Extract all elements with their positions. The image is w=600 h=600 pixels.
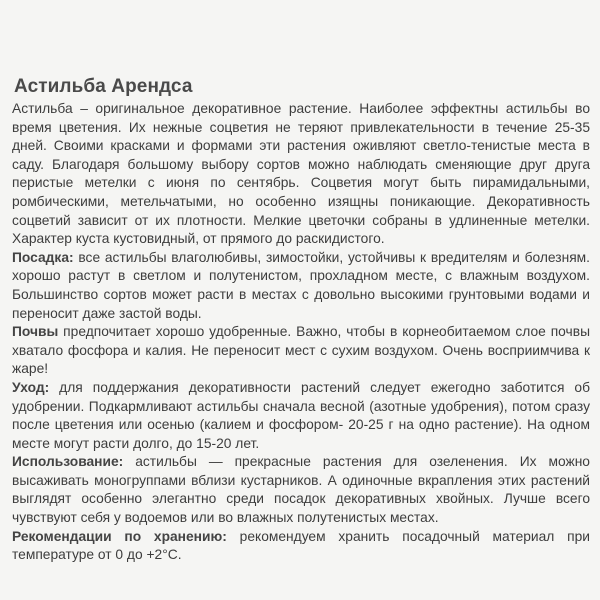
section-text: астильбы — прекрасные растения для озеленения. Их можно высаживать моногруппами вблизи кустарников. А одиночные вкрапления этих растений выглядят особенно элегантно среди посадок декоративных хвойных. Лучше всего чувствуют себя у водоемов или во влажных полутенистых местах.: [12, 454, 590, 526]
section-text: все астильбы влаголюбивы, зимостойки, устойчивы к вредителям и болезням. хорошо растут в светлом и полутенистом, прохладном месте, с влажным воздухом. Большинство сортов может расти в местах с довольно высокими грунтовыми водами и переносит даже застой воды.: [12, 249, 590, 321]
section-usage: [12, 453, 590, 527]
section-planting: [12, 249, 590, 323]
document-title: Астильба Арендса: [14, 76, 193, 97]
document-content: [12, 76, 590, 565]
section-label: Почвы: [12, 324, 59, 340]
intro-paragraph: Астильба – оригинальное декоративное растение. Наиболее эффектны астильбы во время цветения. Их нежные соцветия не теряют привлекательности в течение 25-35 дней. Своими красками и формами эти растения оживляют светло-тенистые места в саду. Благодаря большому выбору сортов можно наблюдать сменяющие друг друга перистые метелки с июня по сентябрь. Соцветия могут быть пирамидальными, ромбическими, метельчатыми, но особенно изящны поникающие. Декоративность соцветий зависит от их плотности. Мелкие цветочки собраны в удлиненные метелки. Характер куста кустовидный, от прямого до раскидистого.: [12, 101, 590, 247]
section-soil: [12, 323, 590, 379]
section-label: Рекомендации по хранению:: [12, 528, 227, 544]
section-text: рекомендуем хранить посадочный материал при температуре от 0 до +2°С.: [12, 528, 590, 563]
section-care: [12, 379, 590, 453]
section-label: Посадка:: [12, 249, 74, 265]
section-text: предпочитает хорошо удобренные. Важно, чтобы в корнеобитаемом слое почвы хватало фосфора и калия. Не переносит мест с сухим воздухом. Очень восприимчива к жаре!: [12, 324, 590, 377]
section-label: Использование:: [12, 454, 124, 470]
section-text: для поддержания декоративности растений следует ежегодно заботится об удобрении. Подкармливают астильбы сначала весной (азотные удобрения), потом сразу после цветения или осенью (калием и фосфором- 20-25 г на одно растение). На одном месте могут расти долго, до 15-20 лет.: [12, 379, 590, 451]
section-storage: [12, 528, 590, 565]
section-label: Уход:: [12, 379, 50, 395]
